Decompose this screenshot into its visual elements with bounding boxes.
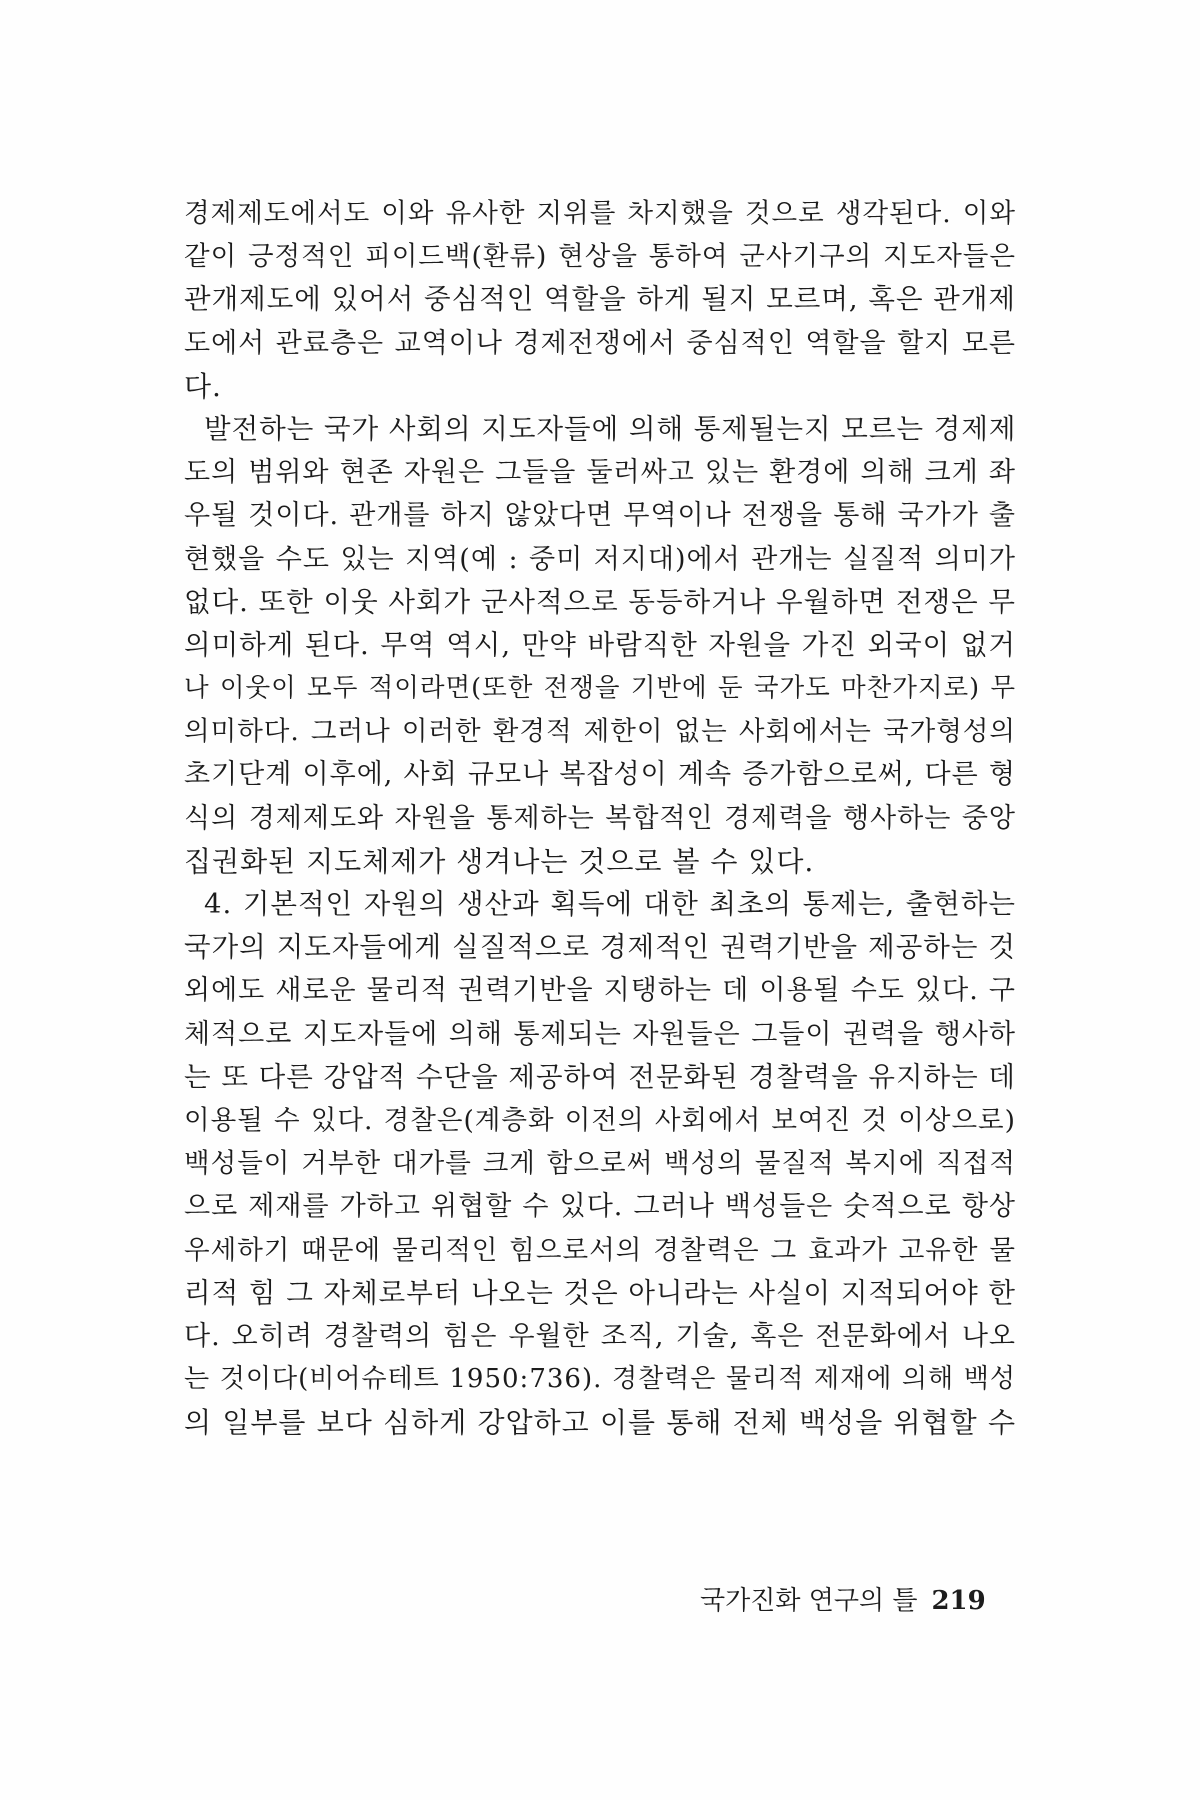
text-line: 우세하기 때문에 물리적인 힘으로서의 경찰력은 그 효과가 고유한 물 <box>184 1234 1016 1266</box>
text-line: 우될 것이다. 관개를 하지 않았다면 무역이나 전쟁을 통해 국가가 출 <box>184 500 1016 532</box>
text-line: 다. 오히려 경찰력의 힘은 우월한 조직, 기술, 혹은 전문화에서 나오 <box>184 1320 1016 1352</box>
text-line: 외에도 새로운 물리적 권력기반을 지탱하는 데 이용될 수도 있다. 구 <box>184 975 1016 1007</box>
text-line: 의미하게 된다. 무역 역시, 만약 바람직한 자원을 가진 외국이 없거 <box>184 628 1016 661</box>
text-line: 이용될 수 있다. 경찰은(계층화 이전의 사회에서 보여진 것 이상으로) <box>184 1104 1016 1136</box>
text-line: 현했을 수도 있는 지역(예 : 중미 저지대)에서 관개는 실질적 의미가 <box>184 543 1016 575</box>
text-line: 도의 범위와 현존 자원은 그들을 둘러싸고 있는 환경에 의해 크게 좌 <box>184 457 1016 489</box>
text-line: 도에서 관료층은 교역이나 경제전쟁에서 중심적인 역할을 할지 모른 <box>184 327 1016 359</box>
text-line: 의 일부를 보다 심하게 강압하고 이를 통해 전체 백성을 위협할 수 <box>184 1406 1016 1440</box>
text-line: 나 이웃이 모두 적이라면(또한 전쟁을 기반에 둔 국가도 마찬가지로) 무 <box>184 673 1016 704</box>
text-line: 국가의 지도자들에게 실질적으로 경제적인 권력기반을 제공하는 것 <box>184 931 1016 964</box>
body-text <box>184 192 1016 1444</box>
text-line: 체적으로 지도자들에 의해 통제되는 자원들은 그들이 권력을 행사하 <box>184 1018 1016 1050</box>
text-line: 다. <box>184 369 222 403</box>
text-line: 관개제도에 있어서 중심적인 역할을 하게 될지 모르며, 혹은 관개제 <box>184 283 1016 316</box>
text-line: 으로 제재를 가하고 위협할 수 있다. 그러나 백성들은 숫적으로 항상 <box>184 1191 1016 1223</box>
text-line: 경제제도에서도 이와 유사한 지위를 차지했을 것으로 생각된다. 이와 <box>184 198 1016 229</box>
text-line: 식의 경제제도와 자원을 통제하는 복합적인 경제력을 행사하는 중앙 <box>184 802 1016 834</box>
text-line: 의미하다. 그러나 이러한 환경적 제한이 없는 사회에서는 국가형성의 <box>184 716 1016 748</box>
text-line: 없다. 또한 이웃 사회가 군사적으로 동등하거나 우월하면 전쟁은 무 <box>184 585 1016 618</box>
text-line: 4. 기본적인 자원의 생산과 획득에 대한 최초의 통제는, 출현하는 <box>204 888 1016 920</box>
text-line: 는 또 다른 강압적 수단을 제공하여 전문화된 경찰력을 유지하는 데 <box>184 1060 1016 1093</box>
text-line: 집권화된 지도체제가 생겨나는 것으로 볼 수 있다. <box>184 844 815 878</box>
running-title: 국가진화 연구의 틀 <box>700 1586 918 1616</box>
text-line: 발전하는 국가 사회의 지도자들에 의해 통제될는지 모르는 경제제 <box>204 412 1016 445</box>
page-number: 219 <box>931 1586 986 1616</box>
text-line: 초기단계 이후에, 사회 규모나 복잡성이 계속 증가함으로써, 다른 형 <box>184 759 1016 791</box>
page-footer <box>700 1580 1000 1617</box>
text-line: 백성들이 거부한 대가를 크게 함으로써 백성의 물질적 복지에 직접적 <box>184 1148 1016 1180</box>
text-line: 는 것이다(비어슈테트 1950:736). 경찰력은 물리적 제재에 의해 백성 <box>184 1364 1016 1395</box>
text-line: 같이 긍정적인 피이드백(환류) 현상을 통하여 군사기구의 지도자들은 <box>184 241 1016 273</box>
text-line: 리적 힘 그 자체로부터 나오는 것은 아니라는 사실이 지적되어야 한 <box>184 1276 1016 1309</box>
